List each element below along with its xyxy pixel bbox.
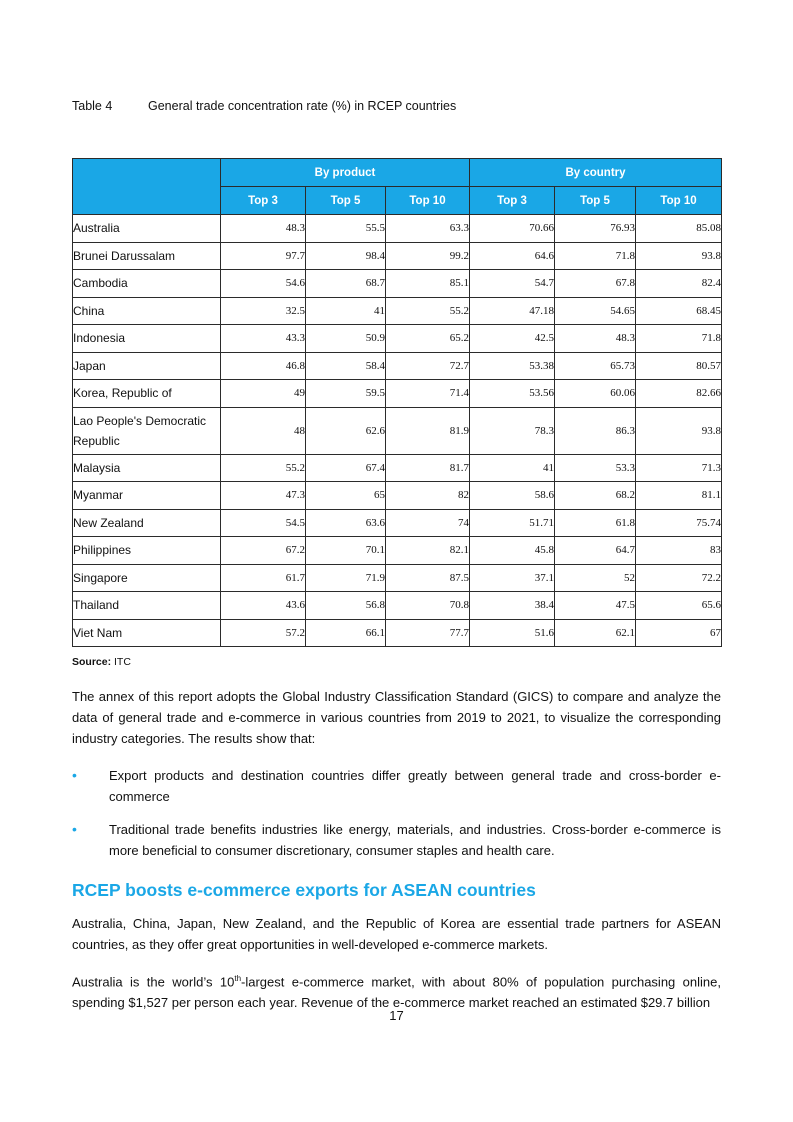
value-cell: 61.7 — [221, 564, 306, 592]
value-cell: 46.8 — [221, 352, 306, 380]
value-cell: 41 — [306, 297, 386, 325]
value-cell: 68.7 — [306, 270, 386, 298]
value-cell: 83 — [636, 537, 722, 565]
value-cell: 32.5 — [221, 297, 306, 325]
country-cell: Cambodia — [73, 270, 221, 298]
value-cell: 71.8 — [636, 325, 722, 353]
country-cell: Indonesia — [73, 325, 221, 353]
country-cell: Philippines — [73, 537, 221, 565]
value-cell: 43.6 — [221, 592, 306, 620]
section-heading: RCEP boosts e-commerce exports for ASEAN countries — [72, 880, 536, 900]
country-cell: China — [73, 297, 221, 325]
table-row — [73, 619, 722, 647]
value-cell: 81.7 — [386, 454, 470, 482]
value-cell: 85.08 — [636, 215, 722, 243]
sub-header-cell: Top 10 — [636, 187, 722, 215]
value-cell: 81.9 — [386, 407, 470, 454]
country-cell: Thailand — [73, 592, 221, 620]
value-cell: 82.66 — [636, 380, 722, 408]
country-cell: Singapore — [73, 564, 221, 592]
value-cell: 76.93 — [555, 215, 636, 243]
value-cell: 67.4 — [306, 454, 386, 482]
value-cell: 74 — [386, 509, 470, 537]
bullet-text: Traditional trade benefits industries like energy, materials, and industries. Cross-border e-commerce is more beneficial to consumer discretionary, consumer staples and health care. — [109, 822, 721, 858]
country-cell: Myanmar — [73, 482, 221, 510]
value-cell: 57.2 — [221, 619, 306, 647]
value-cell: 81.1 — [636, 482, 722, 510]
value-cell: 71.8 — [555, 242, 636, 270]
corner-header-cell — [73, 159, 221, 215]
value-cell: 86.3 — [555, 407, 636, 454]
table-row — [73, 380, 722, 408]
bullet-item — [72, 819, 721, 861]
value-cell: 60.06 — [555, 380, 636, 408]
table-row — [73, 215, 722, 243]
country-cell: Japan — [73, 352, 221, 380]
value-cell: 67.2 — [221, 537, 306, 565]
value-cell: 53.3 — [555, 454, 636, 482]
bullet-dot-icon: • — [72, 767, 77, 783]
value-cell: 80.57 — [636, 352, 722, 380]
bullet-item — [72, 765, 721, 807]
value-cell: 82.4 — [636, 270, 722, 298]
country-cell: Australia — [73, 215, 221, 243]
value-cell: 47.5 — [555, 592, 636, 620]
country-cell: Malaysia — [73, 454, 221, 482]
table-row — [73, 325, 722, 353]
value-cell: 54.65 — [555, 297, 636, 325]
value-cell: 59.5 — [306, 380, 386, 408]
table-row — [73, 592, 722, 620]
table-caption — [72, 99, 456, 113]
table-row — [73, 454, 722, 482]
bullet-dot-icon: • — [72, 821, 77, 837]
group-header-row — [73, 159, 722, 187]
annex-paragraph: The annex of this report adopts the Global Industry Classification Standard (GICS) to compare and analyze the data of general trade and e-commerce in various countries from 2019 to 2021, to visualize the corresponding industry categories. The results show that: — [72, 689, 721, 746]
value-cell: 77.7 — [386, 619, 470, 647]
value-cell: 55.5 — [306, 215, 386, 243]
value-cell: 98.4 — [306, 242, 386, 270]
value-cell: 72.2 — [636, 564, 722, 592]
value-cell: 51.71 — [470, 509, 555, 537]
table-row — [73, 352, 722, 380]
value-cell: 87.5 — [386, 564, 470, 592]
value-cell: 93.8 — [636, 242, 722, 270]
country-cell: Brunei Darussalam — [73, 242, 221, 270]
value-cell: 54.7 — [470, 270, 555, 298]
australia-text-end: -largest e-commerce market, with about 80% of population purchasing online, spending $1,527 per person each year. Revenue of the e-commerce market reached an estimated $29.7 billion — [72, 974, 721, 1011]
value-cell: 61.8 — [555, 509, 636, 537]
value-cell: 58.6 — [470, 482, 555, 510]
value-cell: 53.38 — [470, 352, 555, 380]
value-cell: 47.3 — [221, 482, 306, 510]
value-cell: 45.8 — [470, 537, 555, 565]
value-cell: 63.6 — [306, 509, 386, 537]
value-cell: 97.7 — [221, 242, 306, 270]
partners-paragraph: Australia, China, Japan, New Zealand, and the Republic of Korea are essential trade partners for ASEAN countries, as they offer great opportunities in well-developed e-commerce markets. — [72, 916, 721, 952]
value-cell: 53.56 — [470, 380, 555, 408]
value-cell: 68.45 — [636, 297, 722, 325]
source-text: ITC — [114, 656, 131, 668]
value-cell: 62.6 — [306, 407, 386, 454]
table-source — [72, 656, 131, 668]
australia-paragraph — [72, 968, 721, 1013]
value-cell: 82.1 — [386, 537, 470, 565]
value-cell: 65 — [306, 482, 386, 510]
value-cell: 64.6 — [470, 242, 555, 270]
value-cell: 50.9 — [306, 325, 386, 353]
value-cell: 65.2 — [386, 325, 470, 353]
by-country-header: By country — [470, 159, 722, 187]
value-cell: 85.1 — [386, 270, 470, 298]
value-cell: 43.3 — [221, 325, 306, 353]
country-cell: New Zealand — [73, 509, 221, 537]
value-cell: 51.6 — [470, 619, 555, 647]
value-cell: 70.66 — [470, 215, 555, 243]
value-cell: 78.3 — [470, 407, 555, 454]
table-row — [73, 537, 722, 565]
table-row — [73, 297, 722, 325]
value-cell: 65.73 — [555, 352, 636, 380]
table-title: General trade concentration rate (%) in RCEP countries — [148, 99, 457, 113]
value-cell: 68.2 — [555, 482, 636, 510]
value-cell: 55.2 — [221, 454, 306, 482]
value-cell: 99.2 — [386, 242, 470, 270]
table-row — [73, 564, 722, 592]
value-cell: 54.5 — [221, 509, 306, 537]
value-cell: 56.8 — [306, 592, 386, 620]
table-row — [73, 482, 722, 510]
value-cell: 70.8 — [386, 592, 470, 620]
sub-header-cell: Top 3 — [470, 187, 555, 215]
value-cell: 65.6 — [636, 592, 722, 620]
page-number: 17 — [389, 1008, 404, 1023]
sub-header-cell: Top 5 — [555, 187, 636, 215]
value-cell: 48 — [221, 407, 306, 454]
sub-header-cell: Top 3 — [221, 187, 306, 215]
value-cell: 67 — [636, 619, 722, 647]
value-cell: 48.3 — [221, 215, 306, 243]
value-cell: 58.4 — [306, 352, 386, 380]
table-row — [73, 270, 722, 298]
value-cell: 67.8 — [555, 270, 636, 298]
value-cell: 47.18 — [470, 297, 555, 325]
value-cell: 49 — [221, 380, 306, 408]
sub-header-cell: Top 10 — [386, 187, 470, 215]
value-cell: 71.3 — [636, 454, 722, 482]
table-row — [73, 242, 722, 270]
source-label: Source: — [72, 656, 112, 668]
value-cell: 75.74 — [636, 509, 722, 537]
value-cell: 48.3 — [555, 325, 636, 353]
value-cell: 42.5 — [470, 325, 555, 353]
value-cell: 71.4 — [386, 380, 470, 408]
country-cell: Viet Nam — [73, 619, 221, 647]
value-cell: 63.3 — [386, 215, 470, 243]
value-cell: 37.1 — [470, 564, 555, 592]
value-cell: 54.6 — [221, 270, 306, 298]
value-cell: 52 — [555, 564, 636, 592]
australia-text-start: Australia is the world’s 10 — [72, 974, 235, 990]
country-cell: Lao People's Democratic Republic — [73, 407, 221, 454]
concentration-table — [72, 158, 722, 647]
value-cell: 71.9 — [306, 564, 386, 592]
table-number: Table 4 — [72, 99, 113, 113]
ordinal-suffix: th — [234, 974, 242, 983]
value-cell: 93.8 — [636, 407, 722, 454]
table-row — [73, 407, 722, 454]
value-cell: 62.1 — [555, 619, 636, 647]
value-cell: 66.1 — [306, 619, 386, 647]
value-cell: 70.1 — [306, 537, 386, 565]
value-cell: 38.4 — [470, 592, 555, 620]
value-cell: 41 — [470, 454, 555, 482]
sub-header-cell: Top 5 — [306, 187, 386, 215]
table-row — [73, 509, 722, 537]
value-cell: 64.7 — [555, 537, 636, 565]
value-cell: 82 — [386, 482, 470, 510]
by-product-header: By product — [221, 159, 470, 187]
value-cell: 72.7 — [386, 352, 470, 380]
value-cell: 55.2 — [386, 297, 470, 325]
bullet-text: Export products and destination countries differ greatly between general trade and cross-border e-commerce — [109, 768, 721, 804]
country-cell: Korea, Republic of — [73, 380, 221, 408]
